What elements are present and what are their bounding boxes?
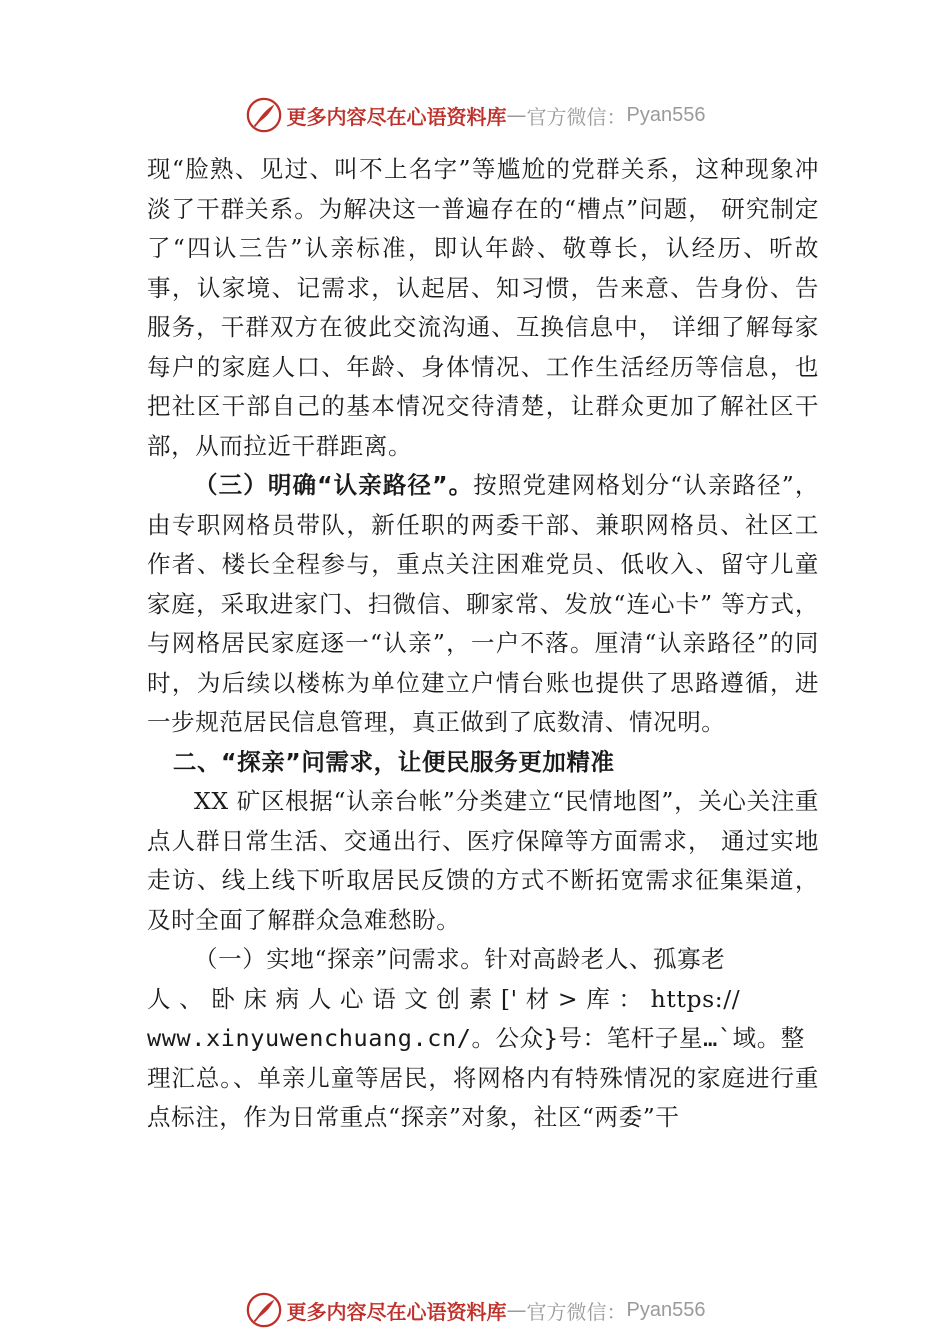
watermark-separator: — (506, 103, 527, 127)
paragraph-rest: 理汇总。、单亲儿童等居民，将网格内有特殊情况的家庭进行重点标注，作为日常重点“探亲”对象，社区“两委”干 (147, 1063, 819, 1131)
subheading-recognition-path: （三）明确“认亲路径”。 (194, 471, 474, 499)
watermark-label: 官方微信： (526, 1299, 627, 1324)
watermark-label: 官方微信： (526, 104, 627, 129)
paragraph-line-1: （一）实地“探亲”问需求。针对高龄老人、孤寡老 (194, 945, 726, 973)
watermark-brand: 更多内容尽在心语资料库 (286, 1299, 507, 1324)
watermark-brand: 更多内容尽在心语资料库 (286, 104, 507, 129)
header-watermark (0, 95, 950, 135)
document-body (147, 150, 819, 1138)
paragraph-continued: 现“脸熟、见过、叫不上名字”等尴尬的党群关系，这种现象冲淡了干群关系。为解决这一普遍存在的“槽点”问题， 研究制定了“四认三告”认亲标准，即认年龄、敬尊长，认经历、听故事，认家境、记需求，认起居、知习惯，告来意、告身份、告服务，干群双方在彼此交流沟通、互换信息中， 详细了解每家每户的家庭人口、年龄、身体情况、工作生活经历等信息，也把社区干部自己的基本情况交待清楚，让群众更加了解社区干部，从而拉近干群距离。 (147, 155, 819, 460)
paragraph-recognition-path-text: 按照党建网格划分“认亲路径”，由专职网格员带队，新任职的两委干部、兼职网格员、社区工作者、楼长全程参与，重点关注困难党员、低收入、留守儿童家庭，采取进家门、扫微信、聊家常、发放“连心卡” 等方式，与网格居民家庭逐一“认亲”，一户不落。厘清“认亲路径”的同时，为后续以楼栋为单位建立户情台账也提供了思路遵循，进一步规范居民信息管理，真正做到了底数清、情况明。 (147, 471, 819, 736)
feather-logo-icon (245, 96, 283, 134)
watermark-separator: — (506, 1298, 527, 1322)
paragraph-recognition-path (147, 466, 819, 743)
watermark-wechat-id: Pyan556 (626, 103, 706, 126)
section-heading-2: 二、“探亲”问需求，让便民服务更加精准 (172, 747, 615, 776)
paragraph-line-3: www.xinyuwenchuang.cn/。公众}号：笔杆子星…`域。整 (147, 1024, 805, 1052)
paragraph-intro-section-2: XX 矿区根据“认亲台帐”分类建立“民情地图”，关心关注重点人群日常生活、交通出行、医疗保障等方面需求， 通过实地走访、线上线下听取居民反馈的方式不断拓宽需求征集渠道，及时全面了解群众急难愁盼。 (147, 787, 819, 934)
feather-logo-icon (245, 1291, 283, 1329)
watermark-wechat-id: Pyan556 (626, 1298, 706, 1321)
footer-watermark (0, 1290, 950, 1330)
paragraph-line-2: 人 、 卧 床 病 人 心 语 文 创 素 [' 材 > 库 ： https:// (147, 984, 741, 1013)
